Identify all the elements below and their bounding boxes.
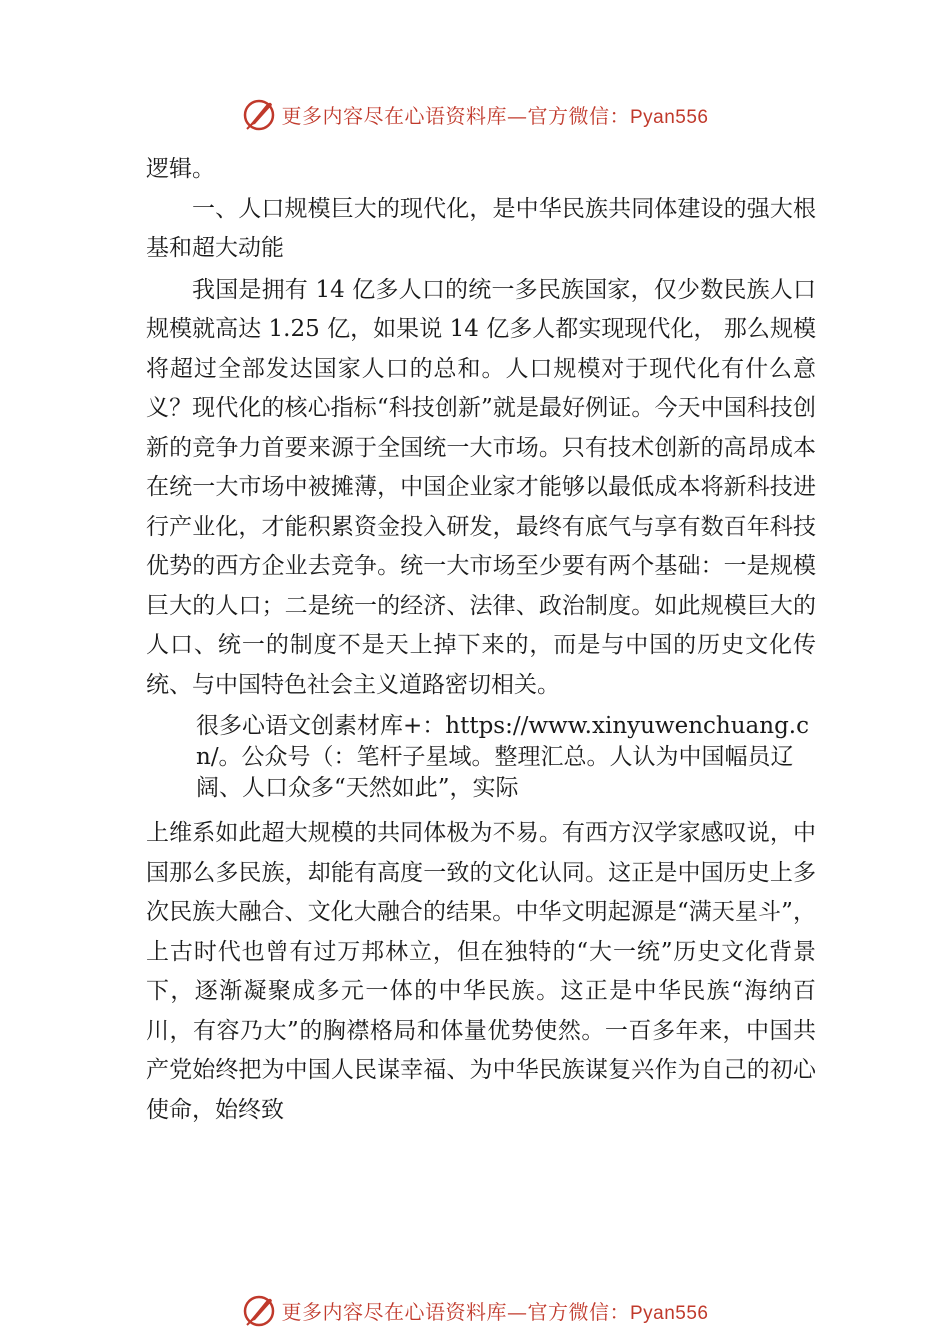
paragraph-3: 上维系如此超大规模的共同体极为不易。有西方汉学家感叹说，中国那么多民族，却能有高度一致的文化认同。这正是中国历史上多次民族大融合、文化大融合的结果。中华文明起源是“满天星斗”，上古时代也曾有过万邦林立，但在独特的“大一统”历史文化背景下，逐渐凝聚成多元一体的中华民族。这正是中华民族“海纳百川，有容乃大”的胸襟格局和体量优势使然。一百多年来，中国共产党始终把为中国人民谋幸福、为中华民族谋复兴作为自己的初心使命，始终致 — [146, 820, 816, 1123]
paragraph-0: 逻辑。 — [146, 156, 215, 182]
source-note: 很多心语文创素材库+：https://www.xinyuwenchuang.cn/。公众号（：笔杆子星域。整理汇总。人认为中国幅员辽阔、人口众多“天然如此”，实际 — [196, 713, 809, 801]
banner-text — [281, 100, 708, 129]
section-heading: 一、人口规模巨大的现代化，是中华民族共同体建设的强大根基和超大动能 — [146, 195, 816, 261]
banner-label: 更多内容尽在心语资料库—官方微信： — [281, 1299, 630, 1324]
quill-pen-circle-icon — [241, 96, 277, 132]
document-body — [146, 150, 816, 1130]
header-banner — [0, 94, 950, 134]
wechat-id: Pyan556 — [629, 106, 709, 128]
banner-label: 更多内容尽在心语资料库—官方微信： — [281, 103, 630, 128]
wechat-id: Pyan556 — [629, 1302, 709, 1324]
banner-text — [281, 1296, 708, 1325]
footer-banner — [0, 1290, 950, 1330]
quill-pen-circle-icon — [241, 1292, 277, 1328]
paragraph-2: 我国是拥有 14 亿多人口的统一多民族国家，仅少数民族人口规模就高达 1.25 亿，如果说 14 亿多人都实现现代化， 那么规模将超过全部发达国家人口的总和。人口规模对于现代化有什么意义？现代化的核心指标“科技创新”就是最好例证。今天中国科技创新的竞争力首要来源于全国统一大市场。只有技术创新的高昂成本在统一大市场中被摊薄，中国企业家才能够以最低成本将新科技进行产业化，才能积累资金投入研发，最终有底气与享有数百年科技优势的西方企业去竞争。统一大市场至少要有两个基础：一是规模巨大的人口；二是统一的经济、法律、政治制度。如此规模巨大的人口、统一的制度不是天上掉下来的，而是与中国的历史文化传统、与中国特色社会主义道路密切相关。 — [146, 276, 816, 698]
